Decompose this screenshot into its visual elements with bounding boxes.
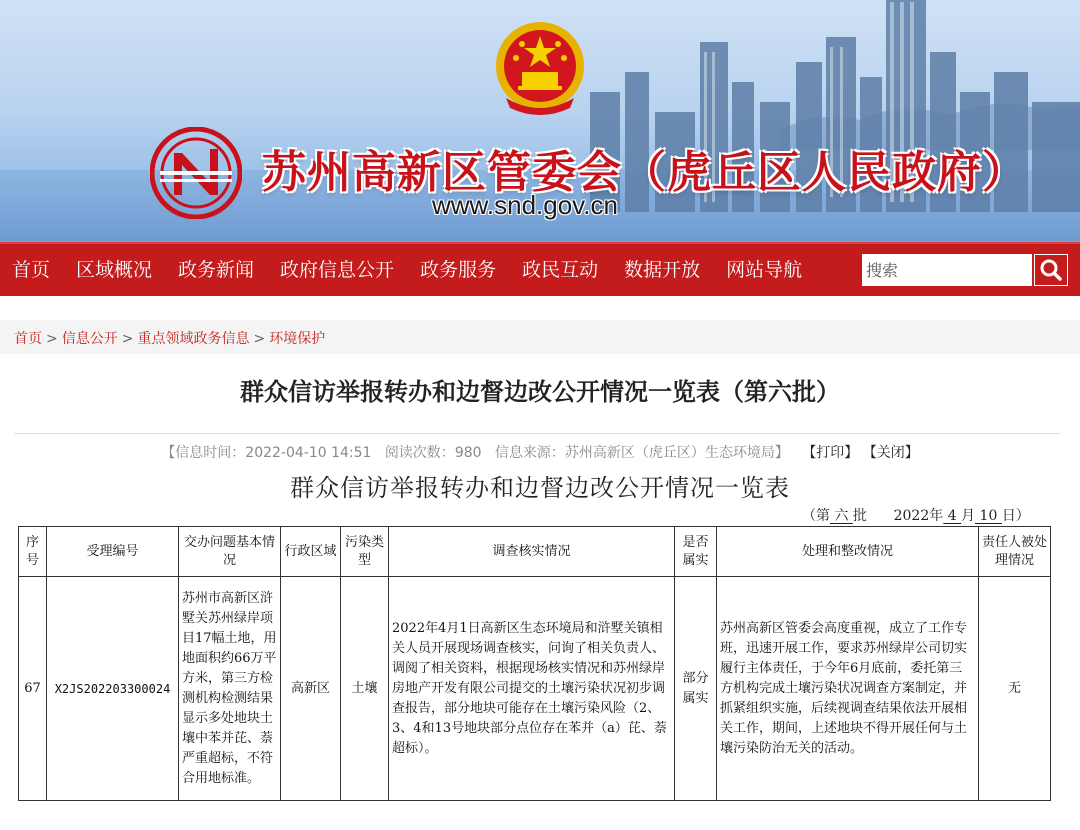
meta-time: 2022-04-10 14:51 [245,445,372,461]
nav-item-info-disclosure[interactable]: 政府信息公开 [280,259,395,281]
batch-number: 六 [834,508,849,524]
nav-item-government-services[interactable]: 政务服务 [420,259,497,281]
nav-item-public-interaction[interactable]: 政民互动 [522,259,599,281]
cell-code: X2JS202203300024 [47,577,179,801]
document-title: 群众信访举报转办和边督边改公开情况一览表 [290,474,790,502]
table-header-cell: 受理编号 [47,527,179,577]
table-header-cell: 责任人被处理情况 [979,527,1051,577]
main-nav [0,242,1080,296]
meta-reads: 980 [454,445,482,461]
meta-reads-label: 阅读次数： [384,445,455,461]
cell-true-status: 部分属实 [675,577,717,801]
cell-investigation: 2022年4月1日高新区生态环境局和浒墅关镇相关人员开展现场调查核实，问询了相关负责人、调阅了相关资料，根据现场核实情况和苏州绿岸房地产开发有限公司提交的土壤污染状况初步调查报告，部分地块可能存在土壤污染风险（2、3、4和13号地块部分点位存在苯并（a）芘、萘超标）。 [389,577,675,801]
cell-accountability: 无 [979,577,1051,801]
batch-text: 批 [852,508,867,524]
cell-no: 67 [19,577,47,801]
table-header-cell: 交办问题基本情况 [179,527,281,577]
meta-source-label: 信息来源： [494,445,565,461]
cell-pollution-type: 土壤 [341,577,389,801]
batch-text: 日） [1001,508,1030,524]
table-header-cell: 调查核实情况 [389,527,675,577]
batch-day: 10 [979,508,998,524]
close-button[interactable]: 【关闭】 [862,445,919,461]
breadcrumb-separator: > [253,331,266,347]
article-meta [0,442,1080,462]
search-input[interactable] [862,254,1032,286]
nav-item-region-overview[interactable]: 区域概况 [76,259,153,281]
cell-issue: 苏州市高新区浒墅关苏州绿岸项目17幅土地，用地面积约66万平方米，第三方检测机构检测结果显示多处地块土壤中苯并芘、萘严重超标，不符合用地标准。 [179,577,281,801]
breadcrumb [14,328,325,348]
batch-info [802,505,1030,525]
snd-logo-icon [150,127,242,219]
search-icon [1035,255,1067,285]
breadcrumb-key-areas[interactable]: 重点领域政务信息 [137,331,250,347]
breadcrumb-environment[interactable]: 环境保护 [269,331,326,347]
table-header-cell: 序号 [19,527,47,577]
site-url[interactable]: www.snd.gov.cn [432,190,618,220]
breadcrumb-separator: > [121,331,134,347]
batch-text: （第 [802,508,830,524]
table-header-row [19,527,1051,577]
batch-text: 月 [961,508,976,524]
table-header-cell: 处理和整改情况 [717,527,979,577]
meta-source: 苏州高新区（虎丘区）生态环境局】 [564,445,789,461]
nav-item-open-data[interactable]: 数据开放 [624,259,701,281]
breadcrumb-separator: > [46,331,58,347]
meta-time-label: 【信息时间： [161,445,246,461]
cell-region: 高新区 [281,577,341,801]
table-header-cell: 是否属实 [675,527,717,577]
table-header-cell: 污染类型 [341,527,389,577]
content-area [0,296,1080,830]
breadcrumb-home[interactable]: 首页 [14,331,42,347]
batch-month: 4 [947,508,957,524]
site-title: 苏州高新区管委会（虎丘区人民政府） [262,147,1027,198]
nav-item-site-map[interactable]: 网站导航 [726,259,803,281]
table-row [19,577,1051,801]
search-button[interactable] [1034,254,1068,286]
batch-year: 2022年 [893,508,944,524]
site-banner [0,0,1080,242]
national-emblem-icon [492,18,588,118]
nav-item-government-news[interactable]: 政务新闻 [178,259,255,281]
table-header-cell: 行政区域 [281,527,341,577]
nav-item-home[interactable]: 首页 [12,259,51,281]
cell-handling: 苏州高新区管委会高度重视，成立了工作专班，迅速开展工作，要求苏州绿岸公司切实履行主体责任，于今年6月底前，委托第三方机构完成土壤污染状况调查方案制定，并抓紧组织实施，后续视调查结果依法开展相关工作，期间，上述地块不得开展任何与土壤污染防治无关的活动。 [717,577,979,801]
breadcrumb-bar [0,320,1080,354]
breadcrumb-info-disclosure[interactable]: 信息公开 [61,331,118,347]
article-title: 群众信访举报转办和边督边改公开情况一览表（第六批） [240,378,840,406]
print-button[interactable]: 【打印】 [802,445,859,461]
title-divider [14,433,1060,434]
nav-items [0,244,815,296]
disclosure-table [18,526,1051,801]
